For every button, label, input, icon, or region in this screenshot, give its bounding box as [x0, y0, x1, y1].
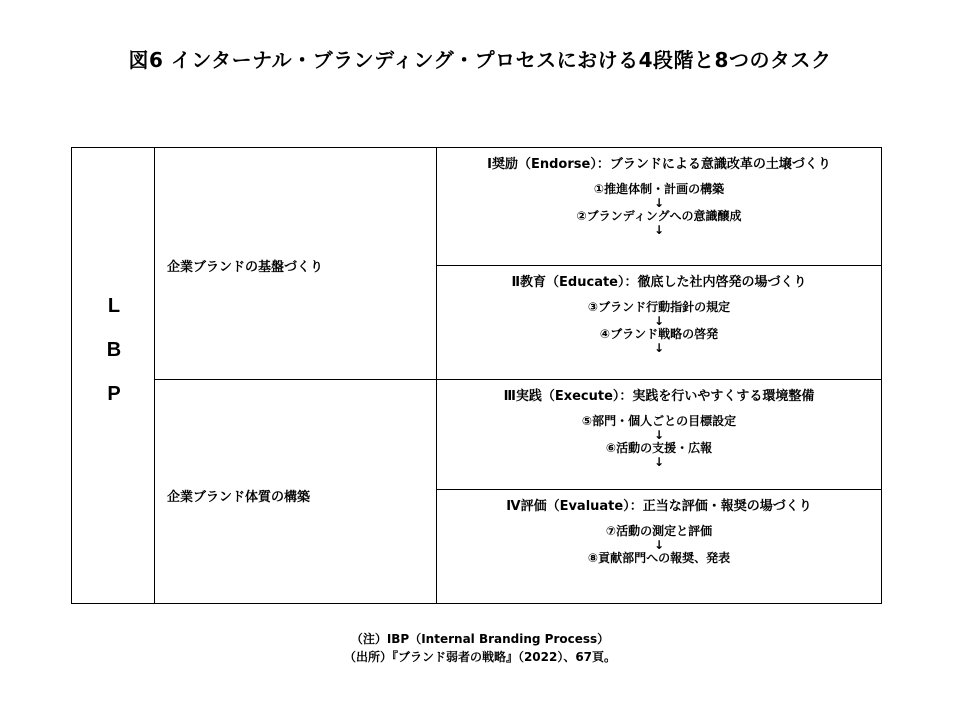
- task-item: ③ブランド行動指針の規定: [587, 300, 731, 314]
- lbp-letter-p: P: [107, 383, 121, 405]
- note-text: （注）IBP（Internal Branding Process）: [350, 632, 610, 646]
- down-arrow-icon: ↓: [653, 341, 665, 355]
- stage-execute: [436, 379, 882, 490]
- stage-title: Ⅲ実践（Execute）：実践を行いやすくする環境整備: [503, 389, 815, 404]
- stage-educate: [436, 265, 882, 380]
- down-arrow-icon: ↓: [653, 196, 665, 210]
- lbp-letter-b: B: [106, 339, 122, 361]
- foundation-group: [154, 147, 437, 380]
- down-arrow-icon: ↓: [653, 428, 665, 442]
- figure-notes: [0, 630, 960, 666]
- foundation-label: 企業ブランドの基盤づくり: [167, 260, 324, 275]
- source-text: （出所）『ブランド弱者の戦略』（2022）、67頁。: [343, 650, 617, 664]
- task-item: ⑧貢献部門への報奨、発表: [587, 551, 731, 565]
- down-arrow-icon: ↓: [653, 455, 665, 469]
- task-item: ⑦活動の測定と評価: [605, 524, 713, 538]
- stage-title: Ⅱ教育（Educate）：徹底した社内啓発の場づくり: [511, 275, 807, 290]
- task-item: ⑥活動の支援・広報: [605, 441, 713, 455]
- process-diagram: [71, 147, 882, 604]
- task-item: ⑤部門・個人ごとの目標設定: [581, 414, 737, 428]
- constitution-label: 企業ブランド体質の構築: [167, 490, 311, 505]
- lbp-label: [72, 284, 156, 416]
- task-item: ②ブランディングへの意識醸成: [576, 209, 742, 223]
- stage-title: Ⅰ奨励（Endorse）：ブランドによる意識改革の土壌づくり: [487, 157, 831, 172]
- task-item: ①推進体制・計画の構築: [593, 182, 725, 196]
- stage-evaluate: [436, 489, 882, 604]
- stage-title: Ⅳ評価（Evaluate）：正当な評価・報奨の場づくり: [506, 499, 812, 514]
- down-arrow-icon: ↓: [653, 223, 665, 237]
- figure-title: 図6 インターナル・ブランディング・プロセスにおける4段階と8つのタスク: [128, 48, 832, 72]
- down-arrow-icon: ↓: [653, 538, 665, 552]
- lbp-letter-l: L: [107, 295, 121, 317]
- task-item: ④ブランド戦略の啓発: [599, 327, 719, 341]
- down-arrow-icon: ↓: [653, 314, 665, 328]
- lbp-column: [71, 147, 155, 604]
- constitution-group: [154, 379, 437, 604]
- stage-endorse: [436, 147, 882, 266]
